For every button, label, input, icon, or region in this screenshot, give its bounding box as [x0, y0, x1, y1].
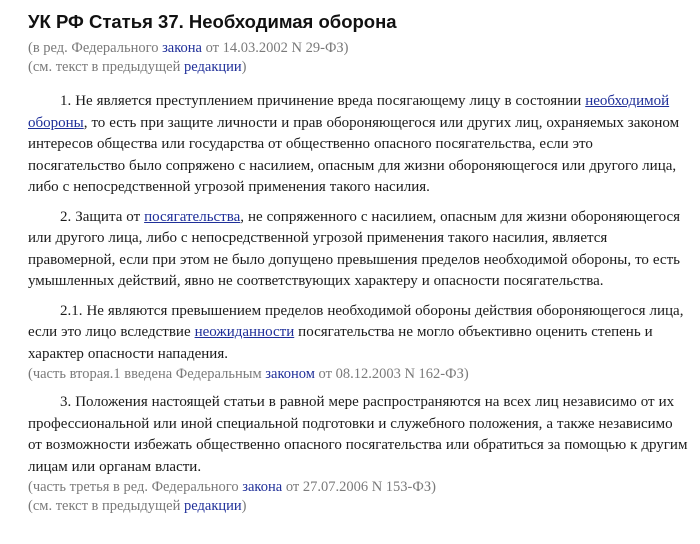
paragraph-text: , не сопряженного с насилием, опасным для жизни обороняющегося или другого лица, либо с непосредственной угрозой применения такого насилия, является правомерной, если при этом не было допущено превышения пределов необходимой обороны, то есть умышленных действий, явно не соответствующих характеру и опасности посягательства.	[28, 208, 681, 289]
note-text: от 14.03.2002 N 29-ФЗ)	[202, 40, 349, 56]
previous-edition-link[interactable]: редакции	[184, 59, 242, 75]
paragraph-text: 2. Защита от	[60, 208, 145, 225]
note-text: от 08.12.2003 N 162-ФЗ)	[314, 366, 469, 382]
necessary-defense-link[interactable]: необходимой обороны	[28, 93, 670, 131]
previous-edition-link[interactable]: редакции	[184, 498, 242, 514]
paragraph-2	[28, 207, 688, 293]
paragraph-3: 3. Положения настоящей статьи в равной мере распространяются на всех лиц независимо от их профессиональной или иной специальной подготовки и служебного положения, а также независимо от возможности избежать общественно опасного посягательства или обратиться за помощью к другим лицам или органам власти.	[28, 394, 688, 475]
paragraph-2-1	[28, 301, 688, 366]
note-text: (см. текст в предыдущей	[28, 498, 185, 514]
paragraph-text: 2.1. Не являются превышением пределов необходимой обороны действия обороняющегося лица, если это лицо вследствие	[28, 302, 684, 340]
note-text: (часть третья в ред. Федерального	[28, 479, 243, 495]
note-text: от 27.07.2006 N 153-ФЗ)	[282, 479, 436, 495]
law-link[interactable]: законом	[265, 366, 315, 382]
paragraph-text: , то есть при защите личности и прав обороняющегося или других лиц, охраняемых законом интересов общества или государства от общественно опасного посягательства, если это посягательство было сопряжено с насилием, опасным для жизни обороняющегося или другого лица, либо с непосредственной угрозой применения такого насилия.	[28, 114, 680, 195]
paragraph-1	[28, 91, 688, 199]
note-text: )	[241, 59, 247, 75]
law-link[interactable]: закона	[242, 479, 283, 495]
paragraph-text: 1. Не является преступлением причинение вреда посягающему лицу в состоянии	[60, 93, 586, 109]
note-text: (см. текст в предыдущей	[28, 59, 185, 75]
paragraph-text: посягательства не могло объективно оценить степень и характер опасности нападения.	[28, 324, 653, 362]
unexpectedness-link[interactable]: неожиданности	[194, 324, 295, 340]
previous-edition-note	[28, 497, 688, 516]
amendment-note	[28, 365, 688, 384]
note-text: (в ред. Федерального	[28, 40, 163, 56]
page-title: УК РФ Статья 37. Необходимая оборона	[28, 11, 397, 32]
encroachment-link[interactable]: посягательства	[144, 208, 241, 225]
amendment-note	[28, 478, 688, 497]
note-text: )	[241, 498, 247, 514]
previous-edition-note	[28, 58, 688, 77]
edition-notes	[28, 39, 688, 77]
edition-note	[28, 39, 688, 58]
law-link[interactable]: закона	[162, 40, 202, 56]
note-text: (часть вторая.1 введена Федеральным	[28, 366, 266, 382]
